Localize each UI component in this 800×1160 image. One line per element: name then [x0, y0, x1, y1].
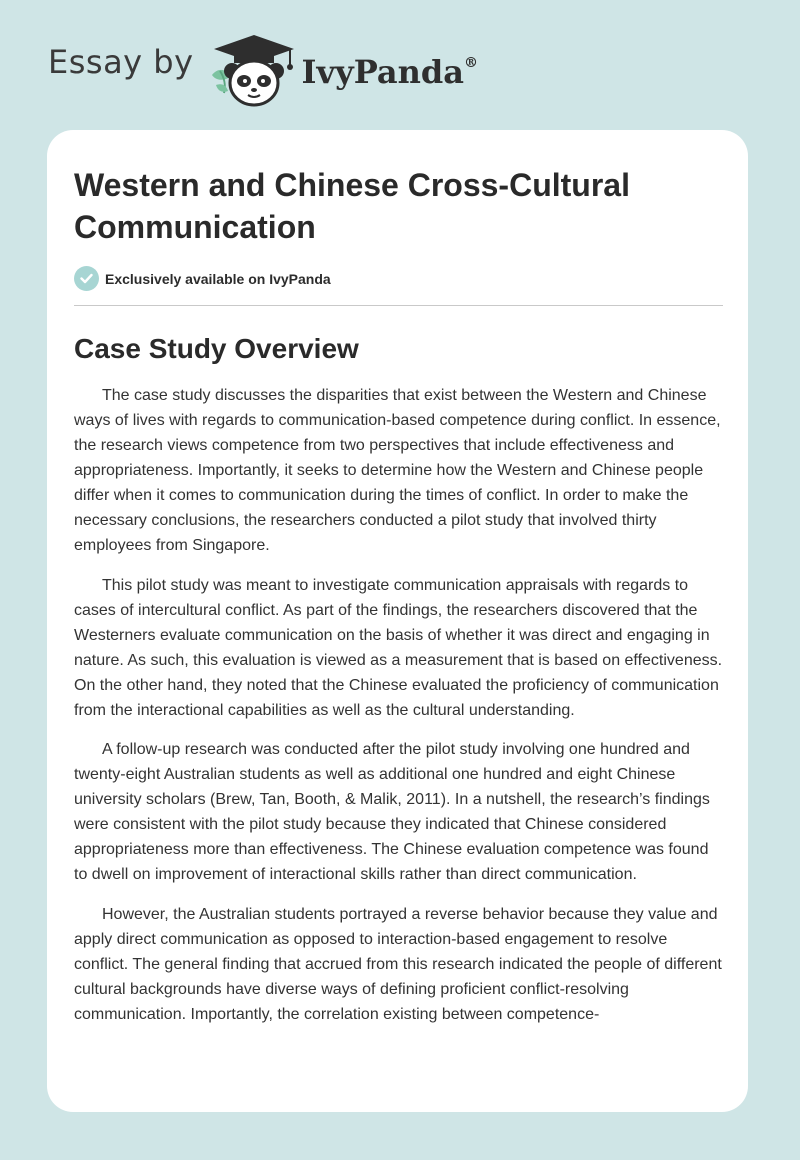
essay-card: [47, 130, 748, 1112]
paragraph: However, the Australian students portrayed a reverse behavior because they value and apply direct communication as opposed to interaction-based engagement to resolve conflict. The general finding that accrued from this research indicated the people of different cultural backgrounds have diverse ways of defining proficient conflict-resolving communication. Importantly, the correlation existing between competence-: [74, 905, 722, 1023]
brand-name-text: IvyPanda: [301, 53, 464, 91]
paragraph: The case study discusses the disparities that exist between the Western and Chinese ways of lives with regards to communication-based competence during conflict. In essence, the research views competence from two perspectives that include effectiveness and appropriateness. Importantly, it seeks to determine how the Western and Chinese people differ when it comes to communication during the times of conflict. In order to make the necessary conclusions, the researchers conducted a pilot study that involved thirty employees from Singapore.: [74, 387, 721, 554]
registered-mark: ®: [464, 55, 478, 72]
paragraph: This pilot study was meant to investigate communication appraisals with regards to cases of intercultural conflict. As part of the findings, the researchers discovered that the Westerners evaluate communication on the basis of whether it was direct and engaging in nature. As such, this evaluation is viewed as a measurement that is based on effectiveness. On the other hand, they noted that the Chinese evaluated the proficiency of communication from the interactional capabilities as well as the cultural understanding.: [74, 576, 723, 719]
divider: [74, 305, 723, 306]
panda-graduation-cap-icon: [208, 31, 300, 109]
section-heading: Case Study Overview: [74, 333, 359, 364]
badge-text: Exclusively available on IvyPanda: [105, 270, 331, 287]
paragraph: A follow-up research was conducted after the pilot study involving one hundred and twenty-eight Australian students as well as additional one hundred and eight Chinese university scholars (Brew, Tan, Booth, & Malik, 2011). In a nutshell, the research’s findings were consistent with the pilot study because they indicated that Chinese considered appropriateness more than effectiveness. The Chinese evaluation competence was found to dwell on improvement of interactional skills rather than direct communication.: [74, 741, 710, 883]
page-title: Western and Chinese Cross-Cultural Communication: [74, 167, 630, 245]
exclusive-badge: [74, 266, 724, 291]
essay-content: [74, 130, 724, 1041]
brand-header[interactable]: [48, 30, 478, 110]
brand-name: [302, 53, 478, 91]
check-circle-icon: [74, 266, 99, 291]
brand-prefix: Essay by: [48, 43, 194, 81]
essay-body: [74, 383, 724, 1027]
